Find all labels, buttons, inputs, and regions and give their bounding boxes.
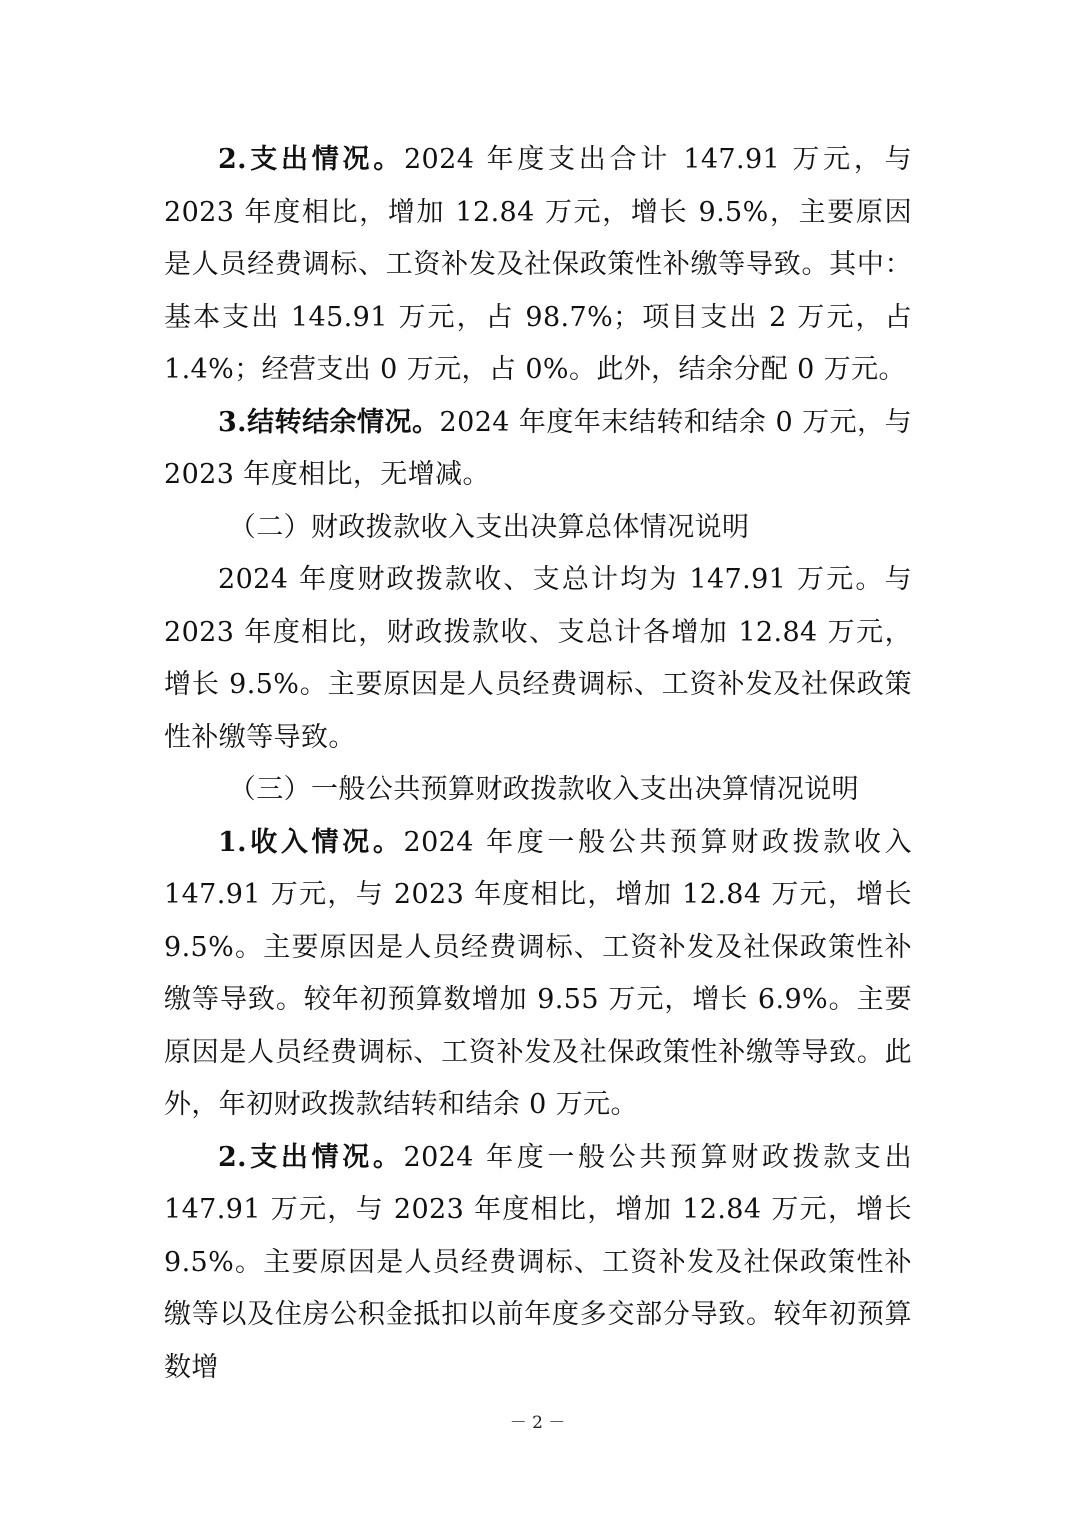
paragraph-lead: 1.收入情况。 (218, 826, 404, 858)
section-heading-text: （二）财政拨款收入支出决算总体情况说明 (228, 511, 750, 543)
section-heading-text: （三）一般公共预算财政拨款收入支出决算情况说明 (228, 774, 859, 805)
paragraph-text: 2024 年度一般公共预算财政拨款支出 147.91 万元，与 2023 年度相比，增加 12.84 万元，增长 9.5%。主要原因是人员经费调标、工资补发及社保政策性补缴等以及住房公积金抵扣以前年度多交部分导致。较年初预算数增 (164, 1141, 912, 1383)
paragraph-lead: 2.支出情况。 (218, 1141, 404, 1173)
paragraph-gp-expense (164, 1132, 912, 1395)
document-body (164, 134, 912, 1394)
paragraph-text: 2024 年度年末结转和结余 0 万元，与 2023 年度相比，无增减。 (164, 406, 912, 490)
paragraph-gp-income (164, 817, 912, 1132)
paragraph-text: 2024 年度财政拨款收、支总计均为 147.91 万元。与 2023 年度相比，财政拨款收、支总计各增加 12.84 万元，增长 9.5%。主要原因是人员经费调标、工资补发及社保政策性补缴等导致。 (164, 564, 912, 753)
paragraph-carryover (164, 397, 912, 502)
paragraph-lead: 3.结转结余情况。 (218, 406, 440, 438)
paragraph-text: 2024 年度支出合计 147.91 万元，与 2023 年度相比，增加 12.84 万元，增长 9.5%，主要原因是人员经费调标、工资补发及社保政策性补缴等导致。其中：基本支出 145.91 万元，占 98.7%；项目支出 2 万元，占 1.4%；经营支出 0 万元，占 0%。此外，结余分配 0 万元。 (164, 144, 912, 385)
section-heading-3 (164, 764, 912, 817)
page-number: － 2 － (509, 1413, 566, 1433)
paragraph-text: 2024 年度一般公共预算财政拨款收入 147.91 万元，与 2023 年度相比，增加 12.84 万元，增长 9.5%。主要原因是人员经费调标、工资补发及社保政策性补缴等导致。较年初预算数增加 9.55 万元，增长 6.9%。主要原因是人员经费调标、工资补发及社保政策性补缴等导致。此外，年初财政拨款结转和结余 0 万元。 (164, 826, 912, 1120)
paragraph-expense (164, 134, 912, 397)
paragraph-section2 (164, 554, 912, 764)
section-heading-2 (164, 502, 912, 555)
paragraph-lead: 2.支出情况。 (218, 144, 404, 175)
